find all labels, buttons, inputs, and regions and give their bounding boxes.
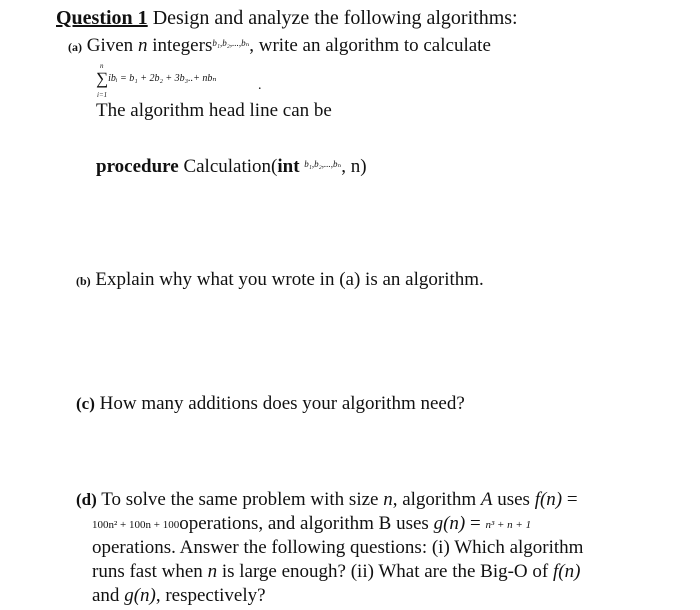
part-b-label: (b) [76,274,91,288]
part-d-text: operations, and algorithm B uses [179,513,434,534]
part-c-label: (c) [76,394,95,413]
sum-period: . [258,78,262,93]
part-d-text: uses [492,489,535,510]
part-d-label: (d) [76,490,97,509]
question-number: Question 1 [56,7,148,29]
sequence-b: b₁,b₂,...,bₙ [212,38,250,48]
var-n: n [137,35,148,56]
sigma-symbol: ∑ [96,69,109,88]
func-g: g(n) [124,585,156,606]
part-d-line-1 [76,488,578,512]
procedure-args: b₁,b₂,...,bₙ [304,159,342,169]
procedure-signature [96,152,367,179]
part-d-text: = [562,489,578,510]
sum-lower-limit: i=1 [97,91,108,99]
procedure-n: , n) [341,156,367,177]
part-d-text: = [465,513,486,534]
part-d-text: , respectively? [155,585,266,606]
func-g: g(n) [433,513,466,534]
g-expression: n³ + n + 1 [485,519,532,531]
func-f: f(n) [552,561,581,582]
part-a-line-1 [68,31,491,59]
f-expression: 100n² + 100n + 100 [92,519,180,531]
summation-formula [96,62,217,99]
procedure-name: Calculation( [178,156,278,177]
question-heading: Design and analyze the following algorithms: [147,7,518,29]
part-a-label: (a) [68,40,82,54]
part-d-text: is large enough? (ii) What are the Big-O of [217,561,553,582]
part-d-line-3: operations. Answer the following questions: (i) Which algorithm [92,537,584,558]
func-f: f(n) [534,489,563,510]
question-title [56,6,518,31]
part-a-text: integers [147,35,213,56]
part-a-text: Given [82,35,138,56]
procedure-keyword: procedure [96,156,179,177]
part-d-line-5 [92,584,266,608]
part-c-text: How many additions does your algorithm need? [94,393,465,414]
part-d-text: To solve the same problem with size [96,489,384,510]
int-keyword: int [277,156,300,177]
headline-text: The algorithm head line can be [96,100,332,121]
part-d-text: and [92,585,125,606]
part-d-line-2 [92,512,531,537]
part-b-text: Explain why what you wrote in (a) is an algorithm. [90,269,484,290]
part-c [76,392,465,416]
sum-upper-limit: n [100,62,104,70]
part-d-line-4 [92,560,580,584]
sum-expression: ibᵢ = b₁ + 2b₂ + 3b₃..+ nbₙ [108,73,217,84]
var-n: n [207,561,218,582]
algorithm-a: A [480,489,493,510]
part-b [76,268,484,293]
part-a-text: , write an algorithm to calculate [249,35,491,56]
part-d-text: runs fast when [92,561,208,582]
var-n: n [383,489,393,510]
part-d-text: , algorithm [392,489,481,510]
